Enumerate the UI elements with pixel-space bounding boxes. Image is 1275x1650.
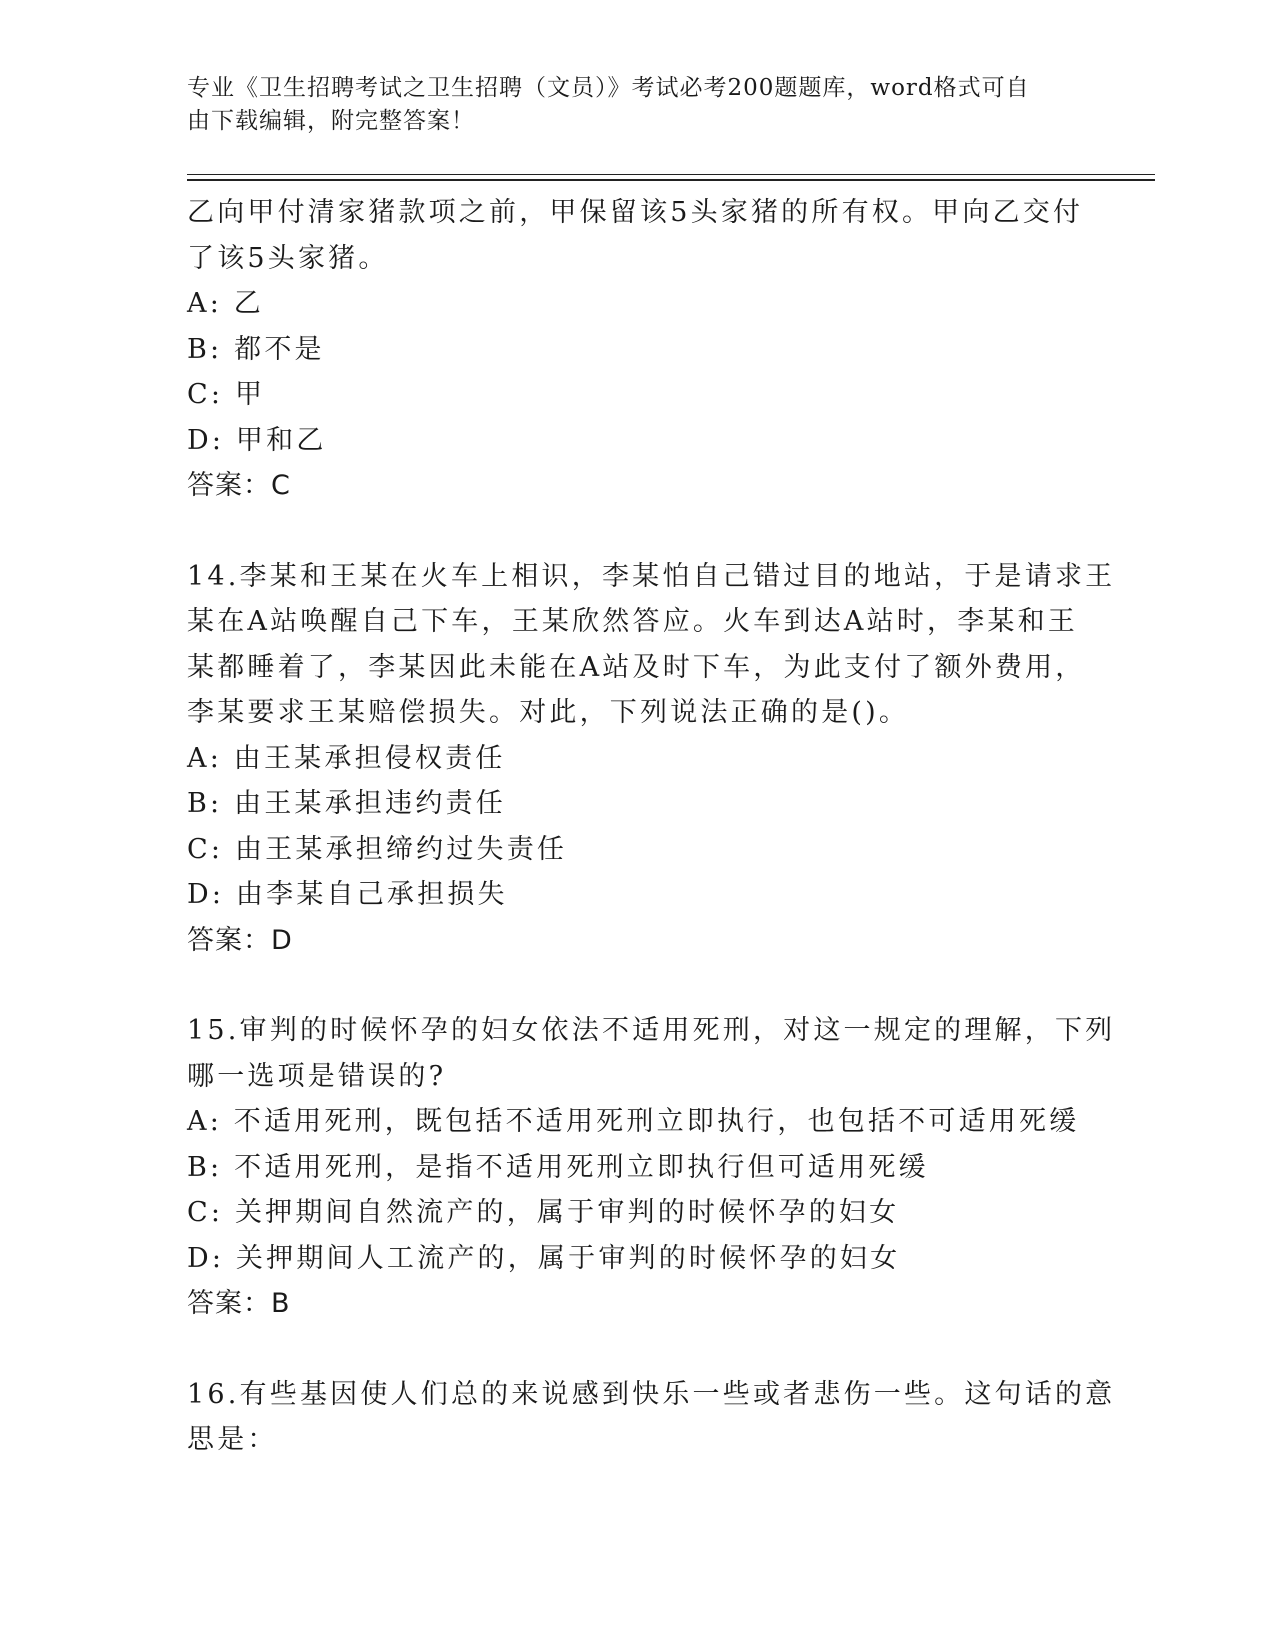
header-rule-thin [187,174,1155,175]
option-a: A: 由王某承担侵权责任 [187,742,506,774]
answer: 答案：B [187,1288,291,1319]
document-header [187,72,1067,138]
question-text-line: 哪一选项是错误的? [187,1060,447,1092]
question-text-line: 李某要求王某赔偿损失。对此，下列说法正确的是()。 [187,697,910,728]
question-text-line: 15.审判的时候怀孕的妇女依法不适用死刑，对这一规定的理解，下列 [187,1015,1116,1046]
document-body [187,190,1116,1463]
header-line-2: 由下载编辑，附完整答案！ [187,108,475,134]
option-d: D: 由李某自己承担损失 [187,879,508,910]
question-16 [187,1372,1116,1463]
question-text-line: 某在A站唤醒自己下车，王某欣然答应。火车到达A站时，李某和王 [187,606,1078,637]
option-c: C: 关押期间自然流产的，属于审判的时候怀孕的妇女 [187,1197,900,1228]
question-text-line: 了该5头家猪。 [187,242,389,274]
option-b: B: 由王某承担违约责任 [187,788,506,819]
option-a: A: 乙 [187,288,264,319]
option-c: C: 由王某承担缔约过失责任 [187,833,568,865]
option-a: A: 不适用死刑，既包括不适用死刑立即执行，也包括不可适用死缓 [187,1106,1080,1137]
option-b: B: 不适用死刑，是指不适用死刑立即执行但可适用死缓 [187,1151,929,1183]
question-text-line: 16.有些基因使人们总的来说感到快乐一些或者悲伤一些。这句话的意 [187,1378,1116,1410]
question-14 [187,554,1116,964]
question-text-line: 某都睡着了，李某因此未能在A站及时下车，为此支付了额外费用， [187,651,1086,683]
answer: 答案：C [187,470,291,501]
question-text-line: 乙向甲付清家猪款项之前，甲保留该5头家猪的所有权。甲向乙交付 [187,197,1084,228]
option-b: B: 都不是 [187,333,325,365]
question-text-line: 思是： [187,1424,278,1455]
header-rule-thick [187,179,1155,181]
option-d: D: 关押期间人工流产的，属于审判的时候怀孕的妇女 [187,1242,901,1274]
question-text-line: 14.李某和王某在火车上相识，李某怕自己错过目的地站，于是请求王 [187,560,1116,592]
question-15 [187,1008,1116,1327]
answer: 答案：D [187,924,293,956]
option-d: D: 甲和乙 [187,424,327,456]
question-13 [187,190,1087,509]
option-c: C: 甲 [187,379,266,410]
header-line-1: 专业《卫生招聘考试之卫生招聘（文员）》考试必考200题题库，word格式可自 [187,75,1030,101]
